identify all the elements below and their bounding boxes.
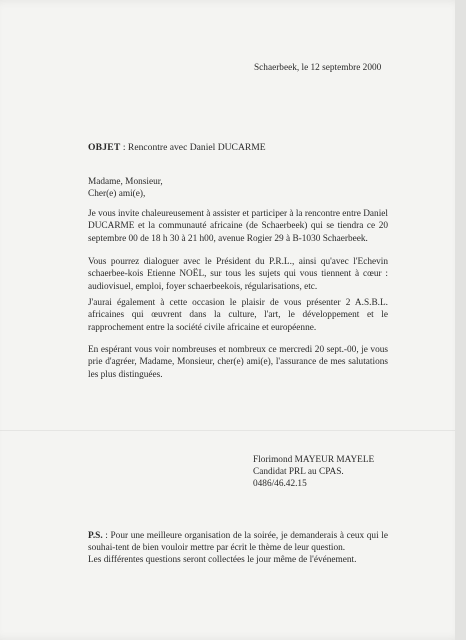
signature-name: Florimond MAYEUR MAYELE — [253, 455, 375, 465]
signature-phone: 0486/46.42.15 — [253, 479, 307, 489]
paper-fold-line — [0, 430, 466, 431]
letter-subject — [88, 142, 266, 154]
postscript-line-2: Les différentes questions seront collectées le jour même de l'événement. — [88, 555, 357, 565]
subject-label: OBJET — [88, 142, 121, 153]
ps-label: P.S. — [88, 531, 103, 541]
paragraph-dialogue: Vous pourrez dialoguer avec le Président du P.R.L., ainsi qu'avec l'Echevin schaerbee-kois Etienne NOËL, sur tous les sujets qui vous tiennent à cœur : audiovisuel, emploi, foyer schaerbeekois, régularisations, etc. — [88, 257, 388, 292]
ps-text: : Pour une meilleure organisation de la soirée, je demanderais à ceux qui le souhai-tent de bien vouloir mettre par écrit le thème de leur question. — [88, 531, 388, 554]
salutation-line-1: Madame, Monsieur, — [88, 177, 163, 187]
paragraph-closing: En espérant vous voir nombreuses et nombreux ce mercredi 20 sept.-00, je vous prie d'agréer, Madame, Monsieur, cher(e) ami(e), l'assurance de mes salutations les plus distinguées. — [88, 345, 388, 380]
subject-text: : Rencontre avec Daniel DUCARME — [120, 142, 266, 153]
postscript — [88, 530, 388, 555]
paragraph-invitation: Je vous invite chaleureusement à assister et participer à la rencontre entre Daniel DUCARME et la communauté africaine (de Schaerbeek) qui se tiendra ce 20 septembre 00 de 18 h 30 à 21 h00, avenue Rogier 29 à B-1030 Schaerbeek. — [88, 209, 388, 244]
paragraph-asbl: J'aurai également à cette occasion le plaisir de vous présenter 2 A.S.B.L. africaines qui œuvrent dans la culture, l'art, le développement et le rapprochement entre la société civile africaine et européenne. — [88, 298, 388, 333]
paper-edge-shadow — [455, 0, 466, 640]
salutation-line-2: Cher(e) ami(e), — [88, 189, 146, 199]
signature-title: Candidat PRL au CPAS. — [253, 467, 344, 477]
letter-date: Schaerbeek, le 12 septembre 2000 — [254, 63, 382, 73]
